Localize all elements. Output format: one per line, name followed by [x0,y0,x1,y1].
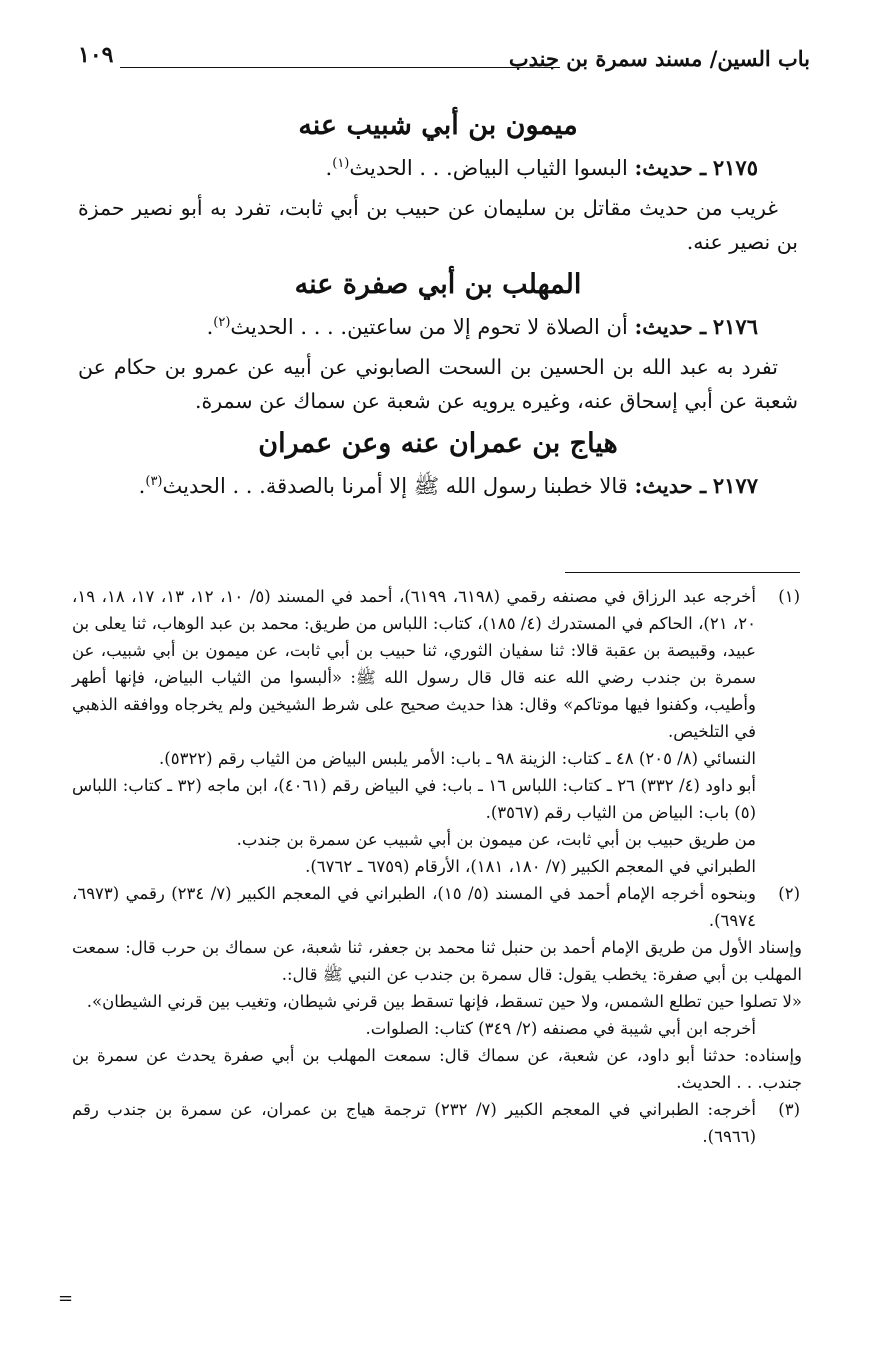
footnote-line: الطبراني في المعجم الكبير (٧/ ١٨٠، ١٨١)، الأرقام (٦٧٥٩ ـ ٦٧٦٢). [305,857,756,876]
footnote-line: من طريق حبيب بن أبي ثابت، عن ميمون بن أبي شبيب عن سمرة بن جندب. [236,830,756,849]
footnote-line: «لا تصلوا حين تطلع الشمس، ولا حين تسقط، فإنها تسقط بين قرني شيطان، وتغيب بين قرني الشيطان». [86,992,802,1011]
hadith-text: البسوا الثياب البياض. . . الحديث [349,156,628,180]
section-title: المهلب بن أبي صفرة عنه [294,269,582,300]
footnote-separator [565,572,800,573]
footnote [72,1096,802,1150]
hadith-label: ـ حديث: [634,155,707,180]
section-title: ميمون بن أبي شبيب عنه [298,110,578,141]
page-header [70,40,810,74]
commentary-paragraph: تفرد به عبد الله بن الحسين بن السحت الصابوني عن أبيه عن عمرو بن حكام عن شعبة عن أبي إسحاق عنه، وغيره يرويه عن شعبة عن سماك عن سمرة. [78,355,798,413]
main-text [78,110,798,503]
hadith-number: ٢١٧٦ [712,314,758,339]
footnote [72,880,802,1096]
continuation-mark: = [58,1288,74,1309]
footnotes [72,583,802,1150]
hadith-end: . [138,474,146,498]
hadith-end: . [325,156,333,180]
hadith-entry [78,306,758,344]
footnote-line: وإسناد الأول من طريق الإمام أحمد بن حنبل ثنا محمد بن جعفر، ثنا شعبة، عن سماك بن حرب قال: سمعت المهلب بن أبي صفرة: يخطب يقول: قال سمرة بن جندب عن النبي ﷺ قال:. [72,938,802,984]
hadith-text: قالا خطبنا رسول الله ﷺ إلا أمرنا بالصدقة. . . الحديث [162,474,628,498]
hadith-end: . [206,315,214,339]
hadith-label: ـ حديث: [634,473,707,498]
footnote-line: وبنحوه أخرجه الإمام أحمد في المسند (٥/ ١٥)، الطبراني في المعجم الكبير (٧/ ٢٣٤) رقمي (٦٩٧٣، ٦٩٧٤). [72,884,756,930]
page-number: ١٠٩ [78,42,114,68]
footnote-number: (٣) [778,1100,800,1119]
hadith-entry [78,147,758,185]
footnote-number: (٢) [778,884,800,903]
commentary-paragraph: غريب من حديث مقاتل بن سليمان عن حبيب بن أبي ثابت، تفرد به أبو نصير حمزة بن نصير عنه. [78,196,798,254]
hadith-number: ٢١٧٥ [712,155,758,180]
footnote-number: (١) [778,587,800,606]
footnote-line: أخرجه ابن أبي شيبة في مصنفه (٢/ ٣٤٩) كتاب: الصلوات. [365,1019,756,1038]
footnote-line: أبو داود (٤/ ٣٣٢) ٢٦ ـ كتاب: اللباس ١٦ ـ باب: في البياض رقم (٤٠٦١)، ابن ماجه (٣٢ ـ كتاب: اللباس (٥) باب: البياض من الثياب رقم (٣٥٦٧). [72,776,756,822]
hadith-number: ٢١٧٧ [712,473,758,498]
footnote-ref: (٣) [145,474,163,489]
footnote-line: أخرجه: الطبراني في المعجم الكبير (٧/ ٢٣٢) ترجمة هياج بن عمران، عن سمرة بن جندب رقم (٦٩٦٦). [72,1100,756,1146]
header-rule [120,67,560,68]
footnote-line: وإسناده: حدثنا أبو داود، عن شعبة، عن سماك قال: سمعت المهلب بن أبي صفرة يحدث عن سمرة بن جندب. . . الحديث. [72,1046,802,1092]
footnote-line: النسائي (٨/ ٢٠٥) ٤٨ ـ كتاب: الزينة ٩٨ ـ باب: الأمر يلبس البياض من الثياب رقم (٥٣٢٢). [159,749,756,768]
footnote-ref: (١) [332,156,350,171]
footnote-ref: (٢) [213,315,231,330]
section-title: هياج بن عمران عنه وعن عمران [258,428,618,459]
footnote [72,583,802,880]
hadith-entry [78,465,758,503]
running-head: باب السين/ مسند سمرة بن جندب [508,46,810,71]
hadith-text: أن الصلاة لا تحوم إلا من ساعتين. . . . الحديث [230,315,628,339]
hadith-label: ـ حديث: [634,314,707,339]
footnote-line: أخرجه عبد الرزاق في مصنفه رقمي (٦١٩٨، ٦١٩٩)، أحمد في المسند (٥/ ١٠، ١٢، ١٣، ١٧، ١٨، ١٩، ٢٠، ٢١)، الحاكم في المستدرك (٤/ ١٨٥)، كتاب: اللباس من طريق: محمد بن عبد الوهاب، ثنا يعلى بن عبيد، وقبيصة بن عقبة قالا: ثنا سفيان الثوري، ثنا حبيب بن أبي ثابت، عن ميمون بن أبي شبيب، عن سمرة بن جندب رضي الله عنه قال قال رسول الله ﷺ: «ألبسوا من الثياب البياض، فإنها أطهر وأطيب، وكفنوا فيها موتاكم» وقال: هذا حديث صحيح على شرط الشيخين ولم يخرجاه ووافقه الذهبي في التلخيص. [72,587,756,741]
